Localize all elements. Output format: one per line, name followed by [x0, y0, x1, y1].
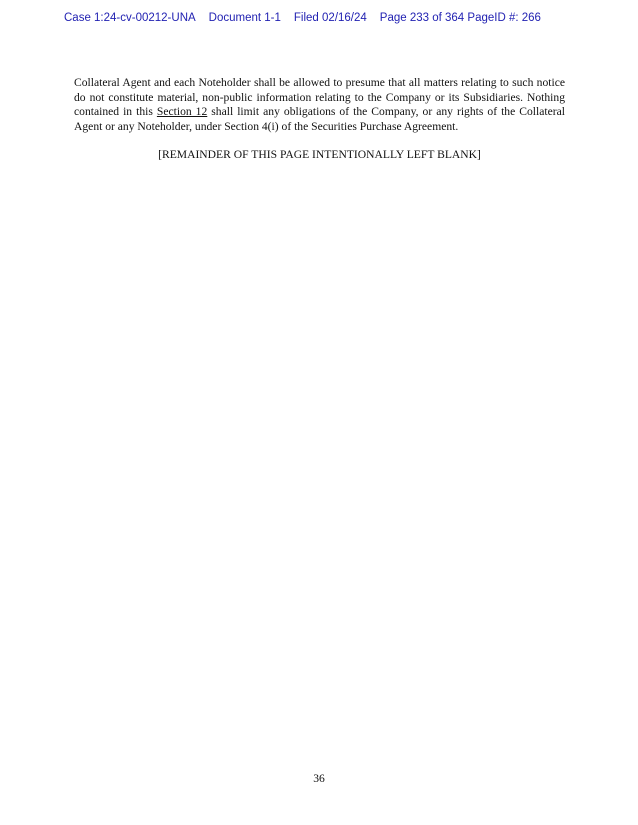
document-label: Document 1-1 [208, 12, 281, 24]
remainder-blank-notice: [REMAINDER OF THIS PAGE INTENTIONALLY LEFT BLANK] [158, 148, 481, 162]
page-info: Page 233 of 364 PageID #: 266 [379, 12, 541, 24]
main-paragraph [74, 76, 565, 134]
filed-date: Filed 02/16/24 [293, 12, 367, 24]
paragraph-text-after: shall limit any obligations of the Company, or any rights of the Collateral Agent or any Noteholder, under Section 4(i) of the Securities Purchase Agreement. [74, 105, 565, 133]
case-number: Case 1:24-cv-00212-UNA [64, 12, 196, 24]
page-number: 36 [313, 772, 325, 785]
paragraph-text-before: Collateral Agent and each Noteholder shall be allowed to presume that all matters relating to such notice do not constitute material, non-public information relating to the Company or its Subsidiaries. Nothing contained in this [74, 76, 565, 119]
section-12-reference: Section 12 [156, 105, 208, 119]
document-body [74, 76, 565, 161]
case-stamp-header [64, 12, 584, 24]
